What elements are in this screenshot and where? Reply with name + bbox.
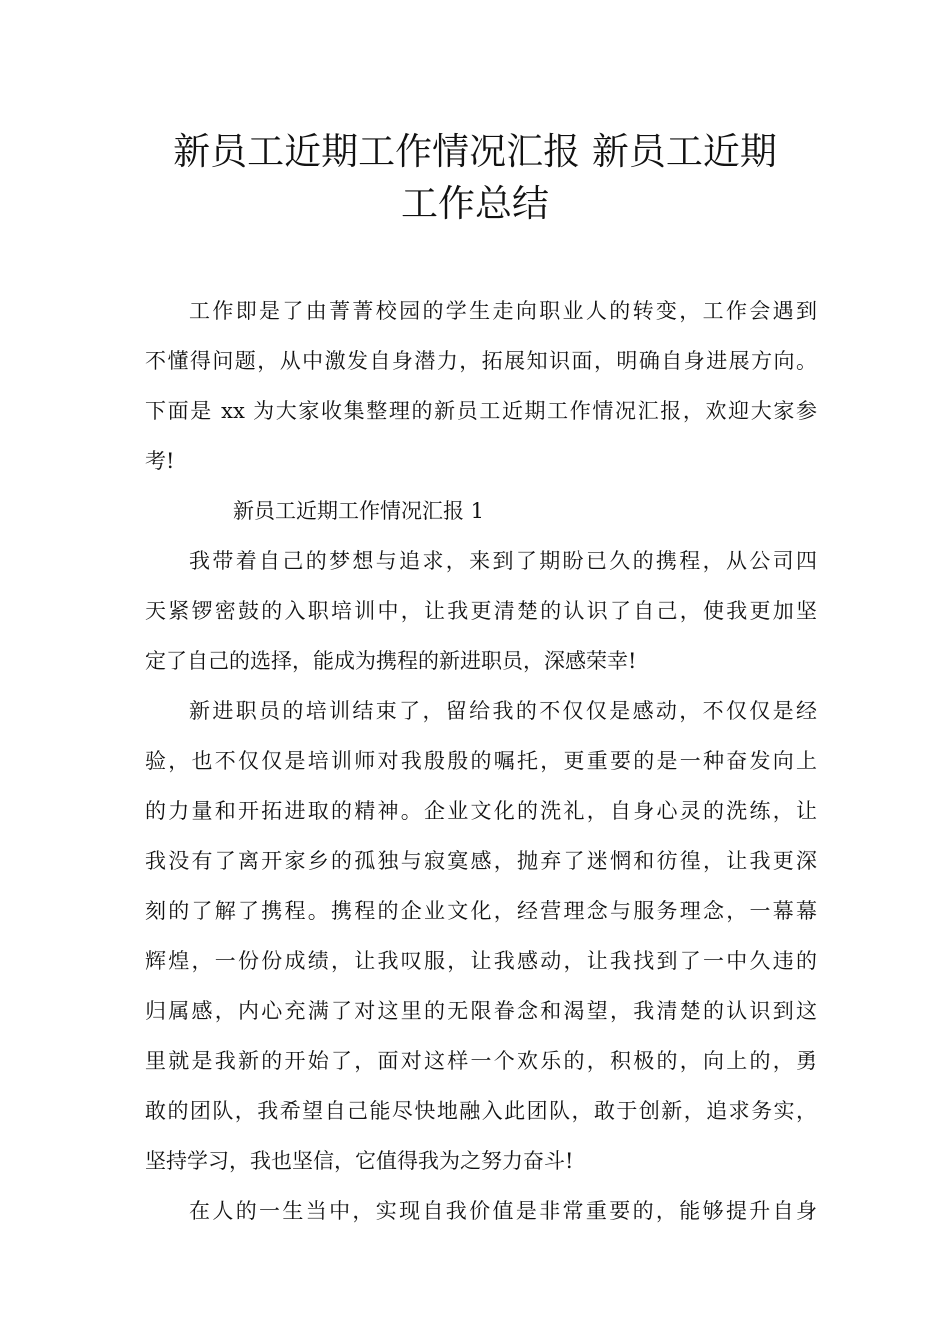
- paragraph-line: 工作即是了由菁菁校园的学生走向职业人的转变，工作会遇到: [189, 299, 817, 323]
- paragraph-intro: [145, 286, 817, 486]
- paragraph-line: 天紧锣密鼓的入职培训中，让我更清楚的认识了自己，使我更加坚: [145, 599, 817, 623]
- paragraph-line: 里就是我新的开始了，面对这样一个欢乐的，积极的，向上的，勇: [145, 1049, 817, 1073]
- paragraph-line: 的力量和开拓进取的精神。企业文化的洗礼，自身心灵的洗练，让: [145, 799, 817, 823]
- paragraph-line: 刻的了解了携程。携程的企业文化，经营理念与服务理念，一幕幕: [145, 899, 817, 923]
- paragraph-line: 定了自己的选择，能成为携程的新进职员，深感荣幸!: [145, 649, 637, 673]
- section-heading: 新员工近期工作情况汇报 1: [233, 499, 485, 523]
- title-line-1: 新员工近期工作情况汇报 新员工近期: [173, 130, 777, 173]
- paragraph-line: 坚持学习，我也坚信，它值得我为之努力奋斗!: [145, 1149, 574, 1173]
- paragraph-line: 新进职员的培训结束了，留给我的不仅仅是感动，不仅仅是经: [189, 699, 817, 723]
- page-title: [145, 126, 805, 230]
- paragraph-line: 归属感，内心充满了对这里的无限眷念和渴望，我清楚的认识到这: [145, 999, 817, 1023]
- title-line-2: 工作总结: [401, 182, 549, 225]
- paragraph-line: 辉煌，一份份成绩，让我叹服，让我感动，让我找到了一中久违的: [145, 949, 817, 973]
- paragraph-2: [145, 686, 817, 1186]
- paragraph-line: 我没有了离开家乡的孤独与寂寞感，抛弃了迷惘和彷徨，让我更深: [145, 849, 817, 873]
- document-body: [145, 286, 817, 1236]
- paragraph-line: 不懂得问题，从中激发自身潜力，拓展知识面，明确自身进展方向。: [145, 349, 817, 373]
- paragraph-line: 我带着自己的梦想与追求，来到了期盼已久的携程，从公司四: [189, 549, 817, 573]
- paragraph-3: [145, 1186, 817, 1236]
- paragraph-1: [145, 536, 817, 686]
- paragraph-line: 在人的一生当中，实现自我价值是非常重要的，能够提升自身: [189, 1199, 817, 1223]
- paragraph-line: 敢的团队，我希望自己能尽快地融入此团队，敢于创新，追求务实，: [145, 1099, 817, 1123]
- paragraph-line: 考!: [145, 449, 175, 473]
- paragraph-line: 验，也不仅仅是培训师对我殷殷的嘱托，更重要的是一种奋发向上: [145, 749, 817, 773]
- paragraph-line: 下面是 xx 为大家收集整理的新员工近期工作情况汇报，欢迎大家参: [145, 399, 817, 423]
